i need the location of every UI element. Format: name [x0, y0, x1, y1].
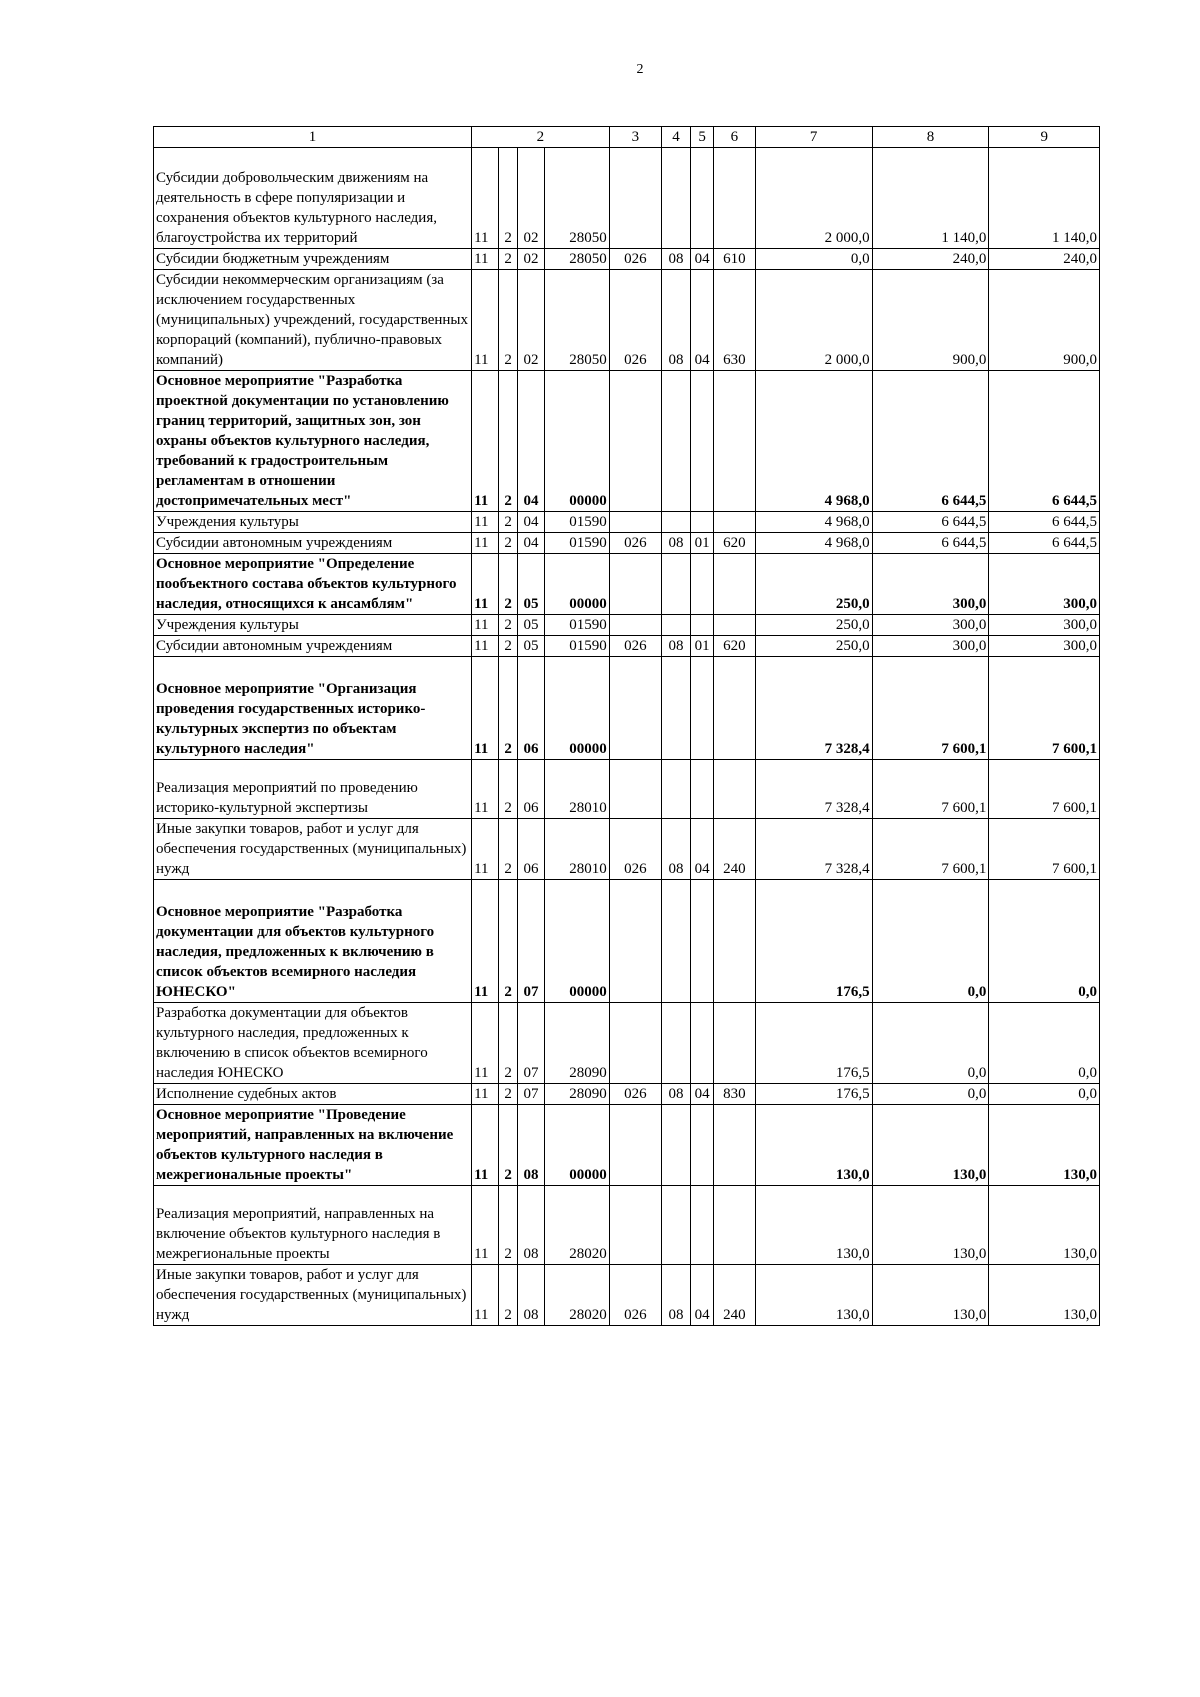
- cell-k1: 11: [472, 615, 499, 636]
- cell-c5: [691, 554, 714, 615]
- cell-c3: 026: [609, 270, 661, 371]
- cell-k3: 04: [517, 512, 544, 533]
- cell-c4: [661, 657, 690, 760]
- cell-c9: 6 644,5: [989, 533, 1100, 554]
- cell-k1: 11: [472, 636, 499, 657]
- cell-c8: 300,0: [872, 636, 989, 657]
- cell-k1: 11: [472, 1084, 499, 1105]
- cell-k3: 02: [517, 148, 544, 249]
- table-row: [154, 1105, 1100, 1186]
- cell-name: Иные закупки товаров, работ и услуг для обеспечения государственных (муниципальных) нужд: [154, 819, 472, 880]
- cell-k1: 11: [472, 249, 499, 270]
- cell-k4: 00000: [545, 554, 610, 615]
- cell-c4: 08: [661, 1084, 690, 1105]
- cell-c6: [714, 1105, 756, 1186]
- cell-name: Реализация мероприятий по проведению историко-культурной экспертизы: [154, 760, 472, 819]
- cell-c4: 08: [661, 270, 690, 371]
- cell-c4: [661, 512, 690, 533]
- cell-name: Реализация мероприятий, направленных на включение объектов культурного наследия в межрегиональные проекты: [154, 1186, 472, 1265]
- cell-c7: 2 000,0: [755, 270, 872, 371]
- cell-k3: 07: [517, 1084, 544, 1105]
- cell-name: Основное мероприятие "Организация проведения государственных историко-культурных экспертиз по объектам культурного наследия": [154, 657, 472, 760]
- table-row: [154, 760, 1100, 819]
- cell-k2: 2: [499, 1265, 518, 1326]
- cell-c3: [609, 615, 661, 636]
- cell-c9: 7 600,1: [989, 657, 1100, 760]
- cell-c6: 620: [714, 533, 756, 554]
- cell-c5: 04: [691, 819, 714, 880]
- cell-c4: 08: [661, 533, 690, 554]
- cell-k2: 2: [499, 615, 518, 636]
- cell-c4: [661, 760, 690, 819]
- cell-c7: 0,0: [755, 249, 872, 270]
- cell-c6: 240: [714, 819, 756, 880]
- cell-c5: [691, 1105, 714, 1186]
- cell-k2: 2: [499, 1105, 518, 1186]
- cell-c4: 08: [661, 249, 690, 270]
- cell-c7: 7 328,4: [755, 760, 872, 819]
- header-cell: 4: [661, 127, 690, 148]
- cell-c6: [714, 880, 756, 1003]
- cell-c8: 900,0: [872, 270, 989, 371]
- cell-name: Иные закупки товаров, работ и услуг для обеспечения государственных (муниципальных) нужд: [154, 1265, 472, 1326]
- cell-c8: 7 600,1: [872, 760, 989, 819]
- cell-name: Учреждения культуры: [154, 615, 472, 636]
- cell-c3: [609, 554, 661, 615]
- cell-k2: 2: [499, 1084, 518, 1105]
- cell-c3: 026: [609, 1084, 661, 1105]
- cell-k1: 11: [472, 1186, 499, 1265]
- cell-c3: 026: [609, 1265, 661, 1326]
- table-row: [154, 636, 1100, 657]
- cell-c8: 0,0: [872, 1084, 989, 1105]
- cell-c8: 0,0: [872, 880, 989, 1003]
- cell-k1: 11: [472, 1003, 499, 1084]
- cell-name: Основное мероприятие "Разработка проектной документации по установлению границ территорий, защитных зон, зон охраны объектов культурного наследия, требований к градостроительным регламентам в отношении достопримечательных мест": [154, 371, 472, 512]
- cell-k4: 00000: [545, 371, 610, 512]
- cell-c4: [661, 1105, 690, 1186]
- header-cell: 9: [989, 127, 1100, 148]
- cell-c9: 240,0: [989, 249, 1100, 270]
- cell-c8: 130,0: [872, 1105, 989, 1186]
- table-row: [154, 1186, 1100, 1265]
- cell-k4: 01590: [545, 512, 610, 533]
- cell-c4: [661, 615, 690, 636]
- cell-k3: 04: [517, 371, 544, 512]
- cell-c3: [609, 880, 661, 1003]
- cell-k3: 08: [517, 1186, 544, 1265]
- cell-name: Субсидии автономным учреждениям: [154, 636, 472, 657]
- cell-k4: 00000: [545, 880, 610, 1003]
- cell-c5: [691, 1003, 714, 1084]
- table-row: [154, 657, 1100, 760]
- header-cell: 3: [609, 127, 661, 148]
- cell-k4: 28050: [545, 148, 610, 249]
- cell-c6: 240: [714, 1265, 756, 1326]
- table-row: [154, 533, 1100, 554]
- cell-c4: [661, 371, 690, 512]
- cell-c5: 01: [691, 636, 714, 657]
- cell-k1: 11: [472, 148, 499, 249]
- budget-table: [153, 126, 1100, 1326]
- cell-c6: 620: [714, 636, 756, 657]
- cell-c3: [609, 1186, 661, 1265]
- cell-c7: 130,0: [755, 1265, 872, 1326]
- cell-name: Разработка документации для объектов культурного наследия, предложенных к включению в список объектов всемирного наследия ЮНЕСКО: [154, 1003, 472, 1084]
- cell-name: Субсидии добровольческим движениям на деятельность в сфере популяризации и сохранения объектов культурного наследия, благоустройства их территорий: [154, 148, 472, 249]
- cell-c5: 04: [691, 1265, 714, 1326]
- cell-k4: 28020: [545, 1265, 610, 1326]
- cell-k4: 01590: [545, 533, 610, 554]
- cell-c5: 04: [691, 249, 714, 270]
- cell-c8: 240,0: [872, 249, 989, 270]
- cell-name: Субсидии автономным учреждениям: [154, 533, 472, 554]
- cell-k2: 2: [499, 554, 518, 615]
- cell-name: Основное мероприятие "Разработка документации для объектов культурного наследия, предложенных к включению в список объектов всемирного наследия ЮНЕСКО": [154, 880, 472, 1003]
- cell-c4: [661, 1186, 690, 1265]
- cell-c4: 08: [661, 1265, 690, 1326]
- cell-k3: 05: [517, 615, 544, 636]
- cell-c9: 0,0: [989, 880, 1100, 1003]
- cell-c6: [714, 615, 756, 636]
- cell-k1: 11: [472, 270, 499, 371]
- cell-c5: [691, 148, 714, 249]
- cell-c5: 01: [691, 533, 714, 554]
- cell-c9: 6 644,5: [989, 371, 1100, 512]
- cell-c6: [714, 371, 756, 512]
- cell-c9: 300,0: [989, 636, 1100, 657]
- cell-c7: 7 328,4: [755, 657, 872, 760]
- cell-k1: 11: [472, 1105, 499, 1186]
- cell-k3: 02: [517, 270, 544, 371]
- cell-c7: 176,5: [755, 880, 872, 1003]
- cell-c6: 610: [714, 249, 756, 270]
- header-cell: 1: [154, 127, 472, 148]
- cell-c3: [609, 512, 661, 533]
- table-row: [154, 554, 1100, 615]
- cell-c6: [714, 554, 756, 615]
- cell-c9: 130,0: [989, 1105, 1100, 1186]
- cell-c7: 250,0: [755, 636, 872, 657]
- cell-k2: 2: [499, 249, 518, 270]
- cell-c7: 250,0: [755, 615, 872, 636]
- table-row: [154, 512, 1100, 533]
- cell-k2: 2: [499, 1003, 518, 1084]
- cell-c7: 4 968,0: [755, 512, 872, 533]
- cell-k2: 2: [499, 533, 518, 554]
- table-row: [154, 880, 1100, 1003]
- cell-c5: [691, 371, 714, 512]
- cell-c4: [661, 1003, 690, 1084]
- cell-k1: 11: [472, 554, 499, 615]
- cell-name: Исполнение судебных актов: [154, 1084, 472, 1105]
- cell-c7: 250,0: [755, 554, 872, 615]
- cell-k1: 11: [472, 371, 499, 512]
- cell-c5: [691, 615, 714, 636]
- cell-c5: [691, 657, 714, 760]
- cell-c8: 7 600,1: [872, 819, 989, 880]
- cell-k1: 11: [472, 819, 499, 880]
- cell-k4: 28020: [545, 1186, 610, 1265]
- cell-k3: 08: [517, 1265, 544, 1326]
- table-row: [154, 148, 1100, 249]
- header-cell: 6: [714, 127, 756, 148]
- header-cell: 8: [872, 127, 989, 148]
- cell-c9: 300,0: [989, 554, 1100, 615]
- cell-k3: 05: [517, 636, 544, 657]
- cell-k1: 11: [472, 657, 499, 760]
- cell-c9: 900,0: [989, 270, 1100, 371]
- table-row: [154, 1003, 1100, 1084]
- cell-k4: 28010: [545, 760, 610, 819]
- cell-c6: [714, 148, 756, 249]
- header-cell: 7: [755, 127, 872, 148]
- cell-c9: 0,0: [989, 1084, 1100, 1105]
- header-cell: 2: [472, 127, 610, 148]
- cell-c7: 176,5: [755, 1003, 872, 1084]
- cell-c4: [661, 148, 690, 249]
- table-row: [154, 270, 1100, 371]
- cell-c3: [609, 657, 661, 760]
- cell-c3: 026: [609, 819, 661, 880]
- cell-c4: 08: [661, 819, 690, 880]
- cell-k3: 07: [517, 880, 544, 1003]
- cell-c9: 7 600,1: [989, 819, 1100, 880]
- cell-k3: 04: [517, 533, 544, 554]
- cell-name: Субсидии бюджетным учреждениям: [154, 249, 472, 270]
- cell-c9: 6 644,5: [989, 512, 1100, 533]
- header-cell: 5: [691, 127, 714, 148]
- cell-c6: 630: [714, 270, 756, 371]
- cell-c4: 08: [661, 636, 690, 657]
- cell-k1: 11: [472, 760, 499, 819]
- cell-c3: [609, 371, 661, 512]
- cell-k2: 2: [499, 512, 518, 533]
- cell-k2: 2: [499, 270, 518, 371]
- cell-k3: 06: [517, 657, 544, 760]
- cell-c6: [714, 512, 756, 533]
- page-number: 2: [636, 62, 644, 77]
- cell-c3: [609, 760, 661, 819]
- cell-name: Субсидии некоммерческим организациям (за исключением государственных (муниципальных) учреждений, государственных корпораций (компаний), публично-правовых компаний): [154, 270, 472, 371]
- cell-k2: 2: [499, 880, 518, 1003]
- cell-c9: 300,0: [989, 615, 1100, 636]
- cell-k2: 2: [499, 819, 518, 880]
- cell-k3: 06: [517, 819, 544, 880]
- cell-k2: 2: [499, 760, 518, 819]
- cell-c9: 130,0: [989, 1265, 1100, 1326]
- cell-c5: 04: [691, 270, 714, 371]
- cell-c7: 130,0: [755, 1105, 872, 1186]
- cell-c5: [691, 760, 714, 819]
- cell-c7: 176,5: [755, 1084, 872, 1105]
- cell-c4: [661, 880, 690, 1003]
- cell-k4: 28010: [545, 819, 610, 880]
- table-row: [154, 249, 1100, 270]
- cell-c3: [609, 1105, 661, 1186]
- cell-c8: 130,0: [872, 1186, 989, 1265]
- cell-c7: 4 968,0: [755, 533, 872, 554]
- cell-c8: 130,0: [872, 1265, 989, 1326]
- cell-c4: [661, 554, 690, 615]
- cell-name: Основное мероприятие "Определение пообъектного состава объектов культурного наследия, относящихся к ансамблям": [154, 554, 472, 615]
- cell-c9: 7 600,1: [989, 760, 1100, 819]
- cell-c3: [609, 148, 661, 249]
- cell-c5: [691, 512, 714, 533]
- table-row: [154, 371, 1100, 512]
- cell-c5: [691, 880, 714, 1003]
- cell-c7: 130,0: [755, 1186, 872, 1265]
- cell-c9: 130,0: [989, 1186, 1100, 1265]
- cell-c8: 0,0: [872, 1003, 989, 1084]
- cell-k3: 07: [517, 1003, 544, 1084]
- cell-c3: 026: [609, 636, 661, 657]
- cell-k4: 01590: [545, 615, 610, 636]
- cell-c7: 7 328,4: [755, 819, 872, 880]
- cell-c5: 04: [691, 1084, 714, 1105]
- cell-k4: 28050: [545, 270, 610, 371]
- cell-c6: [714, 760, 756, 819]
- header-row: [154, 127, 1100, 148]
- cell-c6: [714, 1003, 756, 1084]
- cell-c3: 026: [609, 249, 661, 270]
- cell-k3: 06: [517, 760, 544, 819]
- table-row: [154, 819, 1100, 880]
- cell-c8: 6 644,5: [872, 371, 989, 512]
- table-row: [154, 615, 1100, 636]
- cell-k4: 28090: [545, 1084, 610, 1105]
- cell-k1: 11: [472, 880, 499, 1003]
- cell-c9: 0,0: [989, 1003, 1100, 1084]
- cell-k2: 2: [499, 1186, 518, 1265]
- cell-k4: 00000: [545, 657, 610, 760]
- cell-c7: 4 968,0: [755, 371, 872, 512]
- cell-name: Учреждения культуры: [154, 512, 472, 533]
- cell-c6: 830: [714, 1084, 756, 1105]
- cell-k3: 05: [517, 554, 544, 615]
- cell-k2: 2: [499, 657, 518, 760]
- cell-c8: 6 644,5: [872, 512, 989, 533]
- cell-k3: 08: [517, 1105, 544, 1186]
- cell-c6: [714, 1186, 756, 1265]
- cell-c3: 026: [609, 533, 661, 554]
- cell-c6: [714, 657, 756, 760]
- cell-k4: 00000: [545, 1105, 610, 1186]
- cell-c8: 7 600,1: [872, 657, 989, 760]
- cell-c8: 1 140,0: [872, 148, 989, 249]
- cell-name: Основное мероприятие "Проведение мероприятий, направленных на включение объектов культурного наследия в межрегиональные проекты": [154, 1105, 472, 1186]
- cell-c9: 1 140,0: [989, 148, 1100, 249]
- cell-k4: 28090: [545, 1003, 610, 1084]
- cell-k2: 2: [499, 148, 518, 249]
- cell-k2: 2: [499, 371, 518, 512]
- cell-k1: 11: [472, 1265, 499, 1326]
- cell-c8: 300,0: [872, 554, 989, 615]
- cell-c8: 6 644,5: [872, 533, 989, 554]
- table-row: [154, 1265, 1100, 1326]
- table-row: [154, 1084, 1100, 1105]
- cell-c3: [609, 1003, 661, 1084]
- cell-c8: 300,0: [872, 615, 989, 636]
- cell-c7: 2 000,0: [755, 148, 872, 249]
- cell-k4: 01590: [545, 636, 610, 657]
- cell-c5: [691, 1186, 714, 1265]
- cell-k1: 11: [472, 512, 499, 533]
- cell-k1: 11: [472, 533, 499, 554]
- cell-k3: 02: [517, 249, 544, 270]
- cell-k2: 2: [499, 636, 518, 657]
- cell-k4: 28050: [545, 249, 610, 270]
